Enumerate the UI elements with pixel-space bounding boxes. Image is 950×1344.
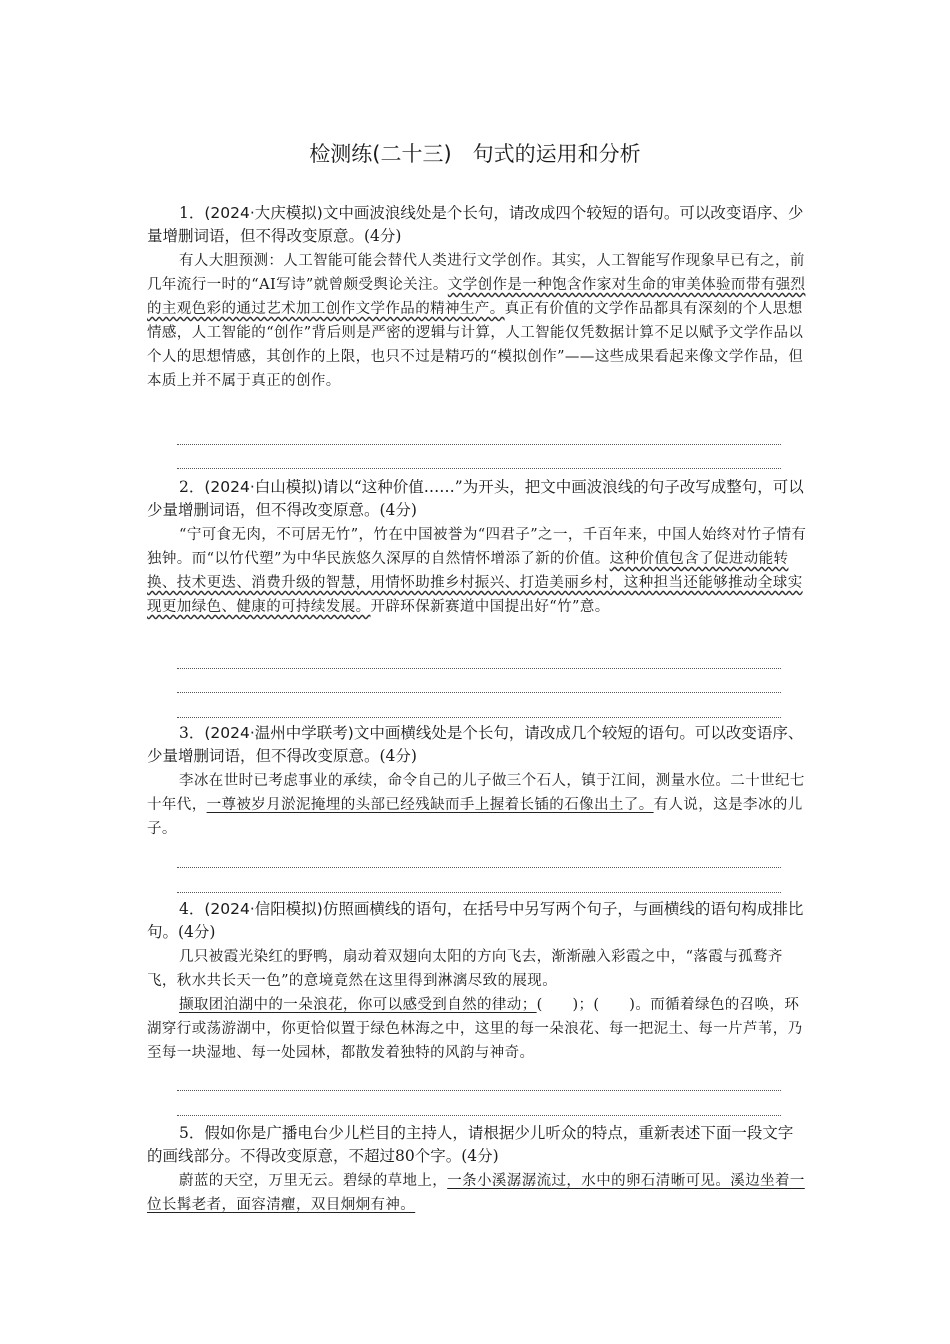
passage-text: 蔚蓝的天空，万里无云。碧绿的草地上，	[179, 1173, 448, 1189]
question-3-prompt	[147, 722, 807, 768]
wavy-underlined-sentence: 这种价值包含了促进动能转换、技术更迭、消费升级的智慧，用情怀助推乡村振兴、打造美丽乡村，这种担当还能够推动全球实现更加绿色、健康的可持续发展。	[147, 551, 803, 615]
question-number: 3．	[179, 724, 205, 742]
question-3-passage	[147, 769, 807, 841]
question-5-prompt	[147, 1122, 807, 1168]
answer-line[interactable]	[177, 717, 781, 718]
page-title: 检测练(二十三) 句式的运用和分析	[309, 142, 641, 166]
question-number: 5．	[179, 1124, 205, 1142]
question-number: 2．	[179, 478, 205, 496]
answer-line[interactable]	[177, 668, 781, 669]
underlined-sentence: 一尊被岁月淤泥掩埋的头部已经残缺而手上握着长锸的石像出土了。	[206, 797, 654, 813]
question-4-paragraph-1: 几只被霞光染红的野鸭，扇动着双翅向太阳的方向飞去，渐渐融入彩霞之中，“落霞与孤鹜齐飞，秋水共长天一色”的意境竟然在这里得到淋漓尽致的展现。	[147, 949, 783, 989]
question-2-passage	[147, 523, 807, 619]
answer-line[interactable]	[177, 1115, 781, 1116]
question-1-passage	[147, 249, 807, 393]
question-text: 仿照画横线的语句，在括号中另写两个句子，与画横线的语句构成排比句。(4分)	[147, 900, 804, 941]
question-source: (2024·温州中学联考)	[204, 724, 354, 742]
passage-text: 而循着绿色的召唤，环湖穿行或荡游湖中，你更恰似置于绿色林海之中，这里的每一朵浪花、每一把泥土、每一片芦苇，乃至每一块湿地、每一处园林，都散发着独特的风韵与神奇。	[147, 997, 803, 1061]
wavy-underlined-sentence: 文学创作是一种饱含作家对生命的审美体验而带有强烈的主观色彩的通过艺术加工创作文学作品的精神生产。	[147, 277, 806, 317]
passage-text: 真正有价值的文学作品都具有深刻的个人思想情感，人工智能的“创作”背后则是严密的逻辑与计算，人工智能仅凭数据计算不足以赋予文学作品以个人的思想情感，其创作的上限，也只不过是精巧的“模拟创作”——这些成果看起来像文学作品，但本质上并不属于真正的创作。	[147, 301, 804, 389]
question-2-prompt	[147, 476, 807, 522]
question-source: (2024·白山模拟)	[204, 478, 323, 496]
underlined-sentence: 撷取团泊湖中的一朵浪花，你可以感受到自然的律动；	[179, 997, 537, 1013]
passage-text: 李冰在世时已考虑事业的承续，命令自己的儿子做三个石人，镇于江间，测量水位。二十世纪七十年代，	[147, 773, 805, 813]
question-source: (2024·信阳模拟)	[204, 900, 323, 918]
question-1	[147, 202, 807, 393]
underlined-sentence: 一条小溪潺潺流过，水中的卵石清晰可见。溪边坐着一位长髯老者，面容清癯，双目炯炯有神。	[147, 1173, 805, 1213]
question-text: 文中画横线处是个长句，请改成几个较短的语句。可以改变语序、少量增删词语，但不得改变原意。(4分)	[147, 724, 804, 765]
question-4-paragraph-2	[147, 993, 807, 1065]
question-text: 假如你是广播电台少儿栏目的主持人，请根据少儿听众的特点，重新表述下面一段文字的画线部分。不得改变原意，不超过80个字。(4分)	[147, 1124, 794, 1165]
question-4-prompt	[147, 898, 807, 944]
question-2	[147, 476, 807, 619]
answer-line[interactable]	[177, 692, 781, 693]
question-source: (2024·大庆模拟)	[204, 204, 323, 222]
question-5-passage	[147, 1169, 807, 1217]
question-5	[147, 1122, 807, 1217]
question-text: 请以“这种价值……”为开头，把文中画波浪线的句子改写成整句，可以少量增删词语，但不得改变原意。(4分)	[147, 478, 804, 519]
answer-line[interactable]	[177, 867, 781, 868]
question-number: 1．	[179, 204, 205, 222]
answer-line[interactable]	[177, 892, 781, 893]
passage-text: 有人说，这是李冰的儿子。	[147, 797, 803, 837]
passage-text: 开辟环保新赛道中国提出好“竹”意。	[370, 599, 610, 615]
question-number: 4．	[179, 900, 205, 918]
question-3	[147, 722, 807, 841]
fill-in-blanks[interactable]: ( )；( )。	[536, 997, 651, 1013]
passage-text: “宁可食无肉，不可居无竹”，竹在中国被誉为“四君子”之一，千百年来，中国人始终对竹子情有独钟。而“以竹代塑”为中华民族悠久深厚的自然情怀增添了新的价值。	[147, 527, 807, 567]
passage-text: 有人大胆预测：人工智能可能会替代人类进行文学创作。其实，人工智能写作现象早已有之，前几年流行一时的“AI写诗”就曾颇受舆论关注。	[147, 253, 805, 293]
question-1-prompt	[147, 202, 807, 248]
question-4	[147, 898, 807, 1065]
answer-line[interactable]	[177, 468, 781, 469]
answer-line[interactable]	[177, 444, 781, 445]
answer-line[interactable]	[177, 1090, 781, 1091]
question-text: 文中画波浪线处是个长句，请改成四个较短的语句。可以改变语序、少量增删词语，但不得改变原意。(4分)	[147, 204, 804, 245]
